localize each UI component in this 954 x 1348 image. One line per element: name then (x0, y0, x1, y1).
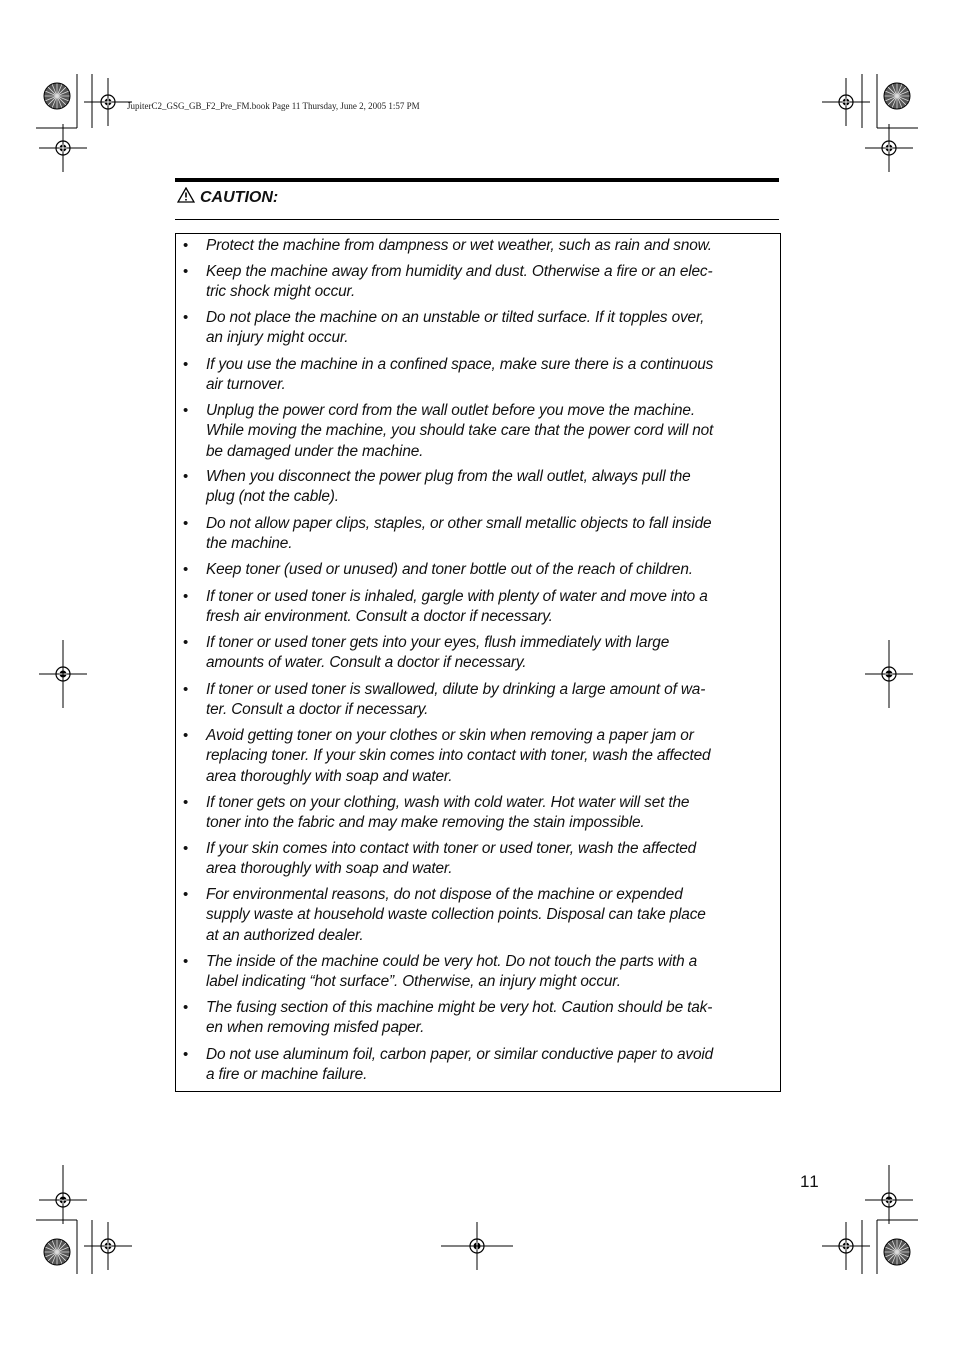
bullet: • (183, 886, 189, 903)
section-heading-rule (175, 219, 779, 220)
side-mark-right (865, 640, 913, 708)
page-number: 11 (800, 1172, 820, 1191)
list-item-text: Protect the machine from dampness or wet weather, such as rain and snow. (206, 237, 712, 254)
corner-mark-top-right (822, 74, 918, 172)
bullet: • (183, 468, 189, 485)
list-item-text: If toner gets on your clothing, wash with cold water. Hot water will set the toner into the fabric and may make removing the stain impossible. (206, 794, 690, 832)
list-item-text: If toner or used toner is inhaled, gargle with plenty of water and move into a fresh air environment. Consult a doctor if necessary. (206, 588, 708, 626)
caution-box (175, 233, 781, 1092)
section-top-rule (175, 178, 779, 182)
list-item-text: Keep toner (used or unused) and toner bottle out of the reach of children. (206, 561, 693, 578)
bullet: • (183, 634, 189, 651)
bullet: • (183, 309, 189, 326)
list-item-text: Do not allow paper clips, staples, or other small metallic objects to fall inside the machine. (206, 515, 712, 553)
list-item-text: Keep the machine away from humidity and dust. Otherwise a fire or an elec- tric shock might occur. (206, 263, 713, 301)
bullet: • (183, 953, 189, 970)
side-mark-left (39, 640, 87, 708)
bullet: • (183, 794, 189, 811)
list-item-text: Do not use aluminum foil, carbon paper, or similar conductive paper to avoid a fire or machine failure. (206, 1046, 714, 1084)
bullet: • (183, 237, 189, 254)
corner-mark-bottom-right (822, 1165, 918, 1274)
list-item-text: The inside of the machine could be very hot. Do not touch the parts with a label indicating “hot surface”. Otherwise, an injury might occur. (206, 953, 698, 991)
bullet: • (183, 999, 189, 1016)
corner-mark-top-left (36, 74, 132, 172)
bullet: • (183, 1046, 189, 1063)
bullet: • (183, 681, 189, 698)
corner-mark-bottom-left (36, 1165, 132, 1274)
bullet: • (183, 402, 189, 419)
caution-title: CAUTION: (200, 188, 279, 206)
caution-heading (177, 187, 278, 208)
warning-triangle-icon (177, 187, 195, 208)
bullet: • (183, 588, 189, 605)
print-header: JupiterC2_GSG_GB_F2_Pre_FM.book Page 11 Thursday, June 2, 2005 1:57 PM (127, 101, 420, 111)
list-item-text: Unplug the power cord from the wall outlet before you move the machine. While moving the machine, you should take care that the power cord will not be damaged under the machine. (206, 402, 714, 460)
bullet: • (183, 727, 189, 744)
bullet: • (183, 561, 189, 578)
list-item-text: For environmental reasons, do not dispose of the machine or expended supply waste at household waste collection points. Disposal can take place at an authorized dealer. (206, 886, 706, 944)
list-item-text: Avoid getting toner on your clothes or skin when removing a paper jam or replacing toner. If your skin comes into contact with toner, wash the affected area thoroughly with soap and water. (206, 727, 711, 785)
list-item-text: If toner or used toner gets into your eyes, flush immediately with large amounts of water. Consult a doctor if necessary. (206, 634, 670, 672)
center-mark-bottom (441, 1222, 513, 1270)
list-item-text: The fusing section of this machine might be very hot. Caution should be tak- en when removing misfed paper. (206, 999, 713, 1037)
list-item-text: When you disconnect the power plug from the wall outlet, always pull the plug (not the cable). (206, 468, 691, 506)
bullet: • (183, 263, 189, 280)
bullet: • (183, 840, 189, 857)
list-item-text: Do not place the machine on an unstable or tilted surface. If it topples over, an injury might occur. (206, 309, 705, 347)
bullet: • (183, 356, 189, 373)
list-item-text: If toner or used toner is swallowed, dilute by drinking a large amount of wa- ter. Consult a doctor if necessary. (206, 681, 706, 719)
bullet: • (183, 515, 189, 532)
list-item-text: If you use the machine in a confined space, make sure there is a continuous air turnover. (206, 356, 714, 394)
list-item-text: If your skin comes into contact with toner or used toner, wash the affected area thoroughly with soap and water. (206, 840, 697, 878)
